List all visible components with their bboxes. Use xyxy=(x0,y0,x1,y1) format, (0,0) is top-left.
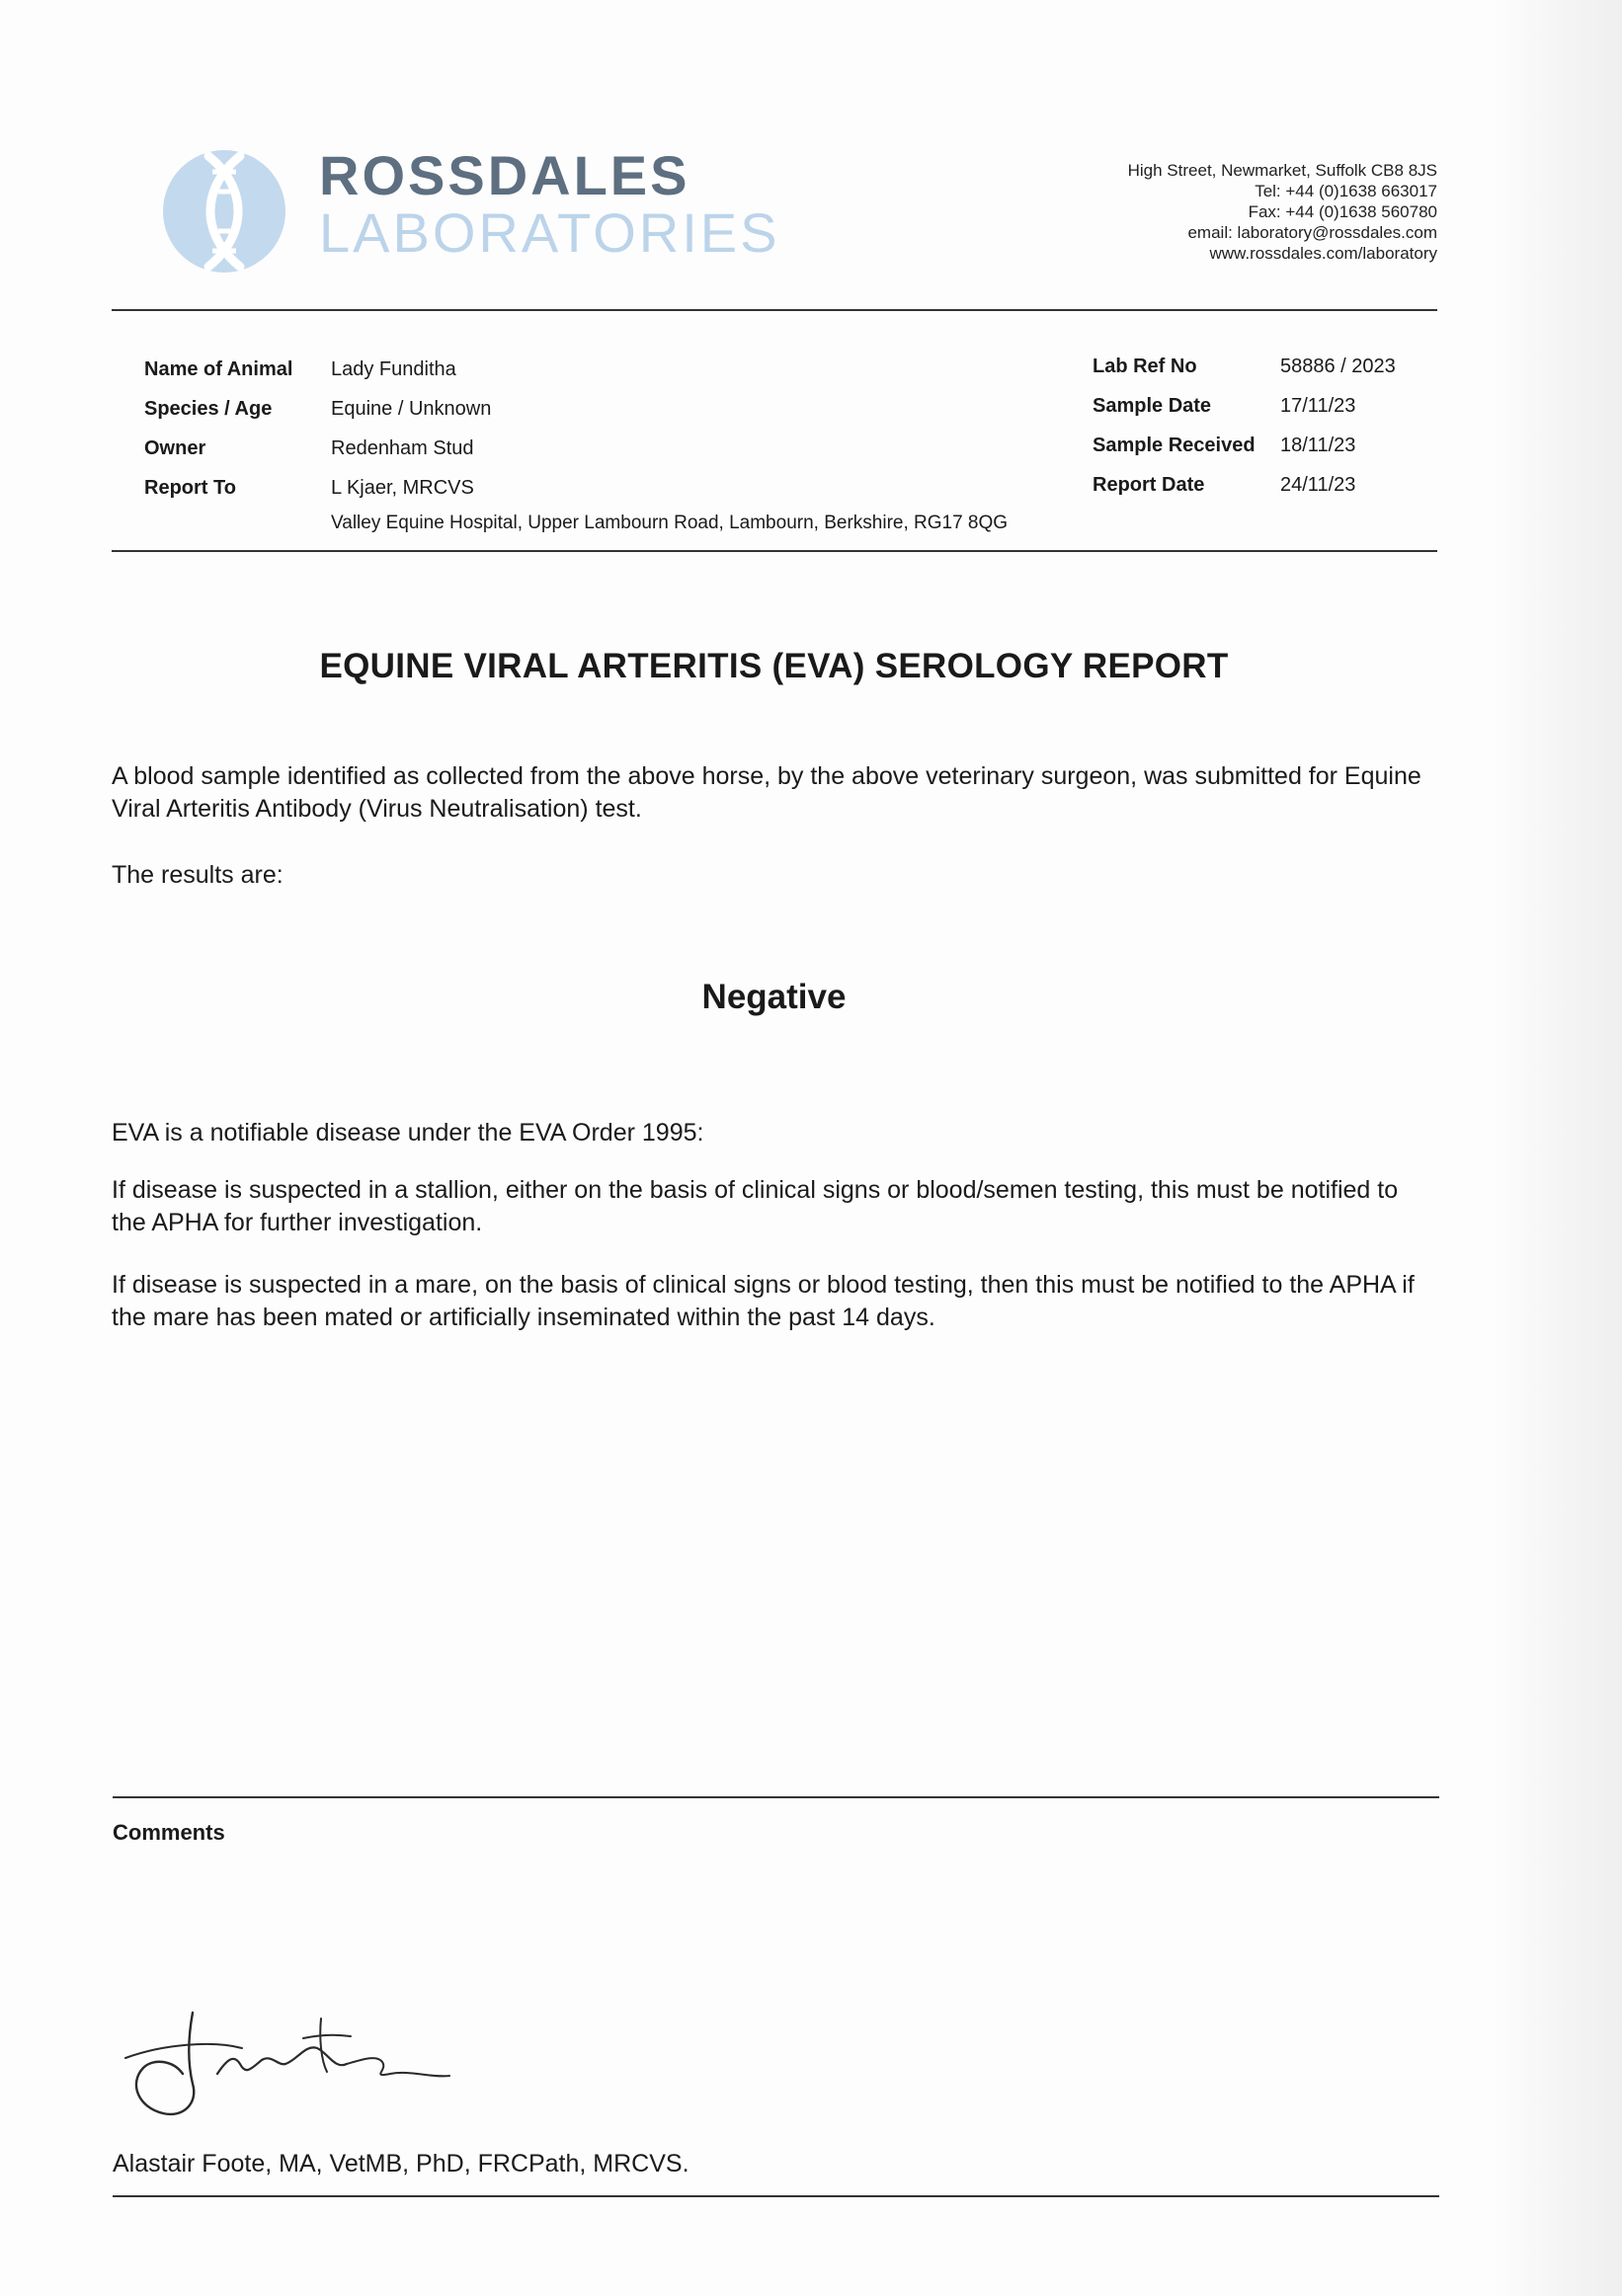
value-sample-received: 18/11/23 xyxy=(1280,435,1356,456)
brand-name-line2: LABORATORIES xyxy=(319,201,780,264)
value-name-of-animal: Lady Funditha xyxy=(331,358,456,380)
label-name-of-animal: Name of Animal xyxy=(144,358,293,380)
handwritten-signature xyxy=(123,2005,459,2123)
lab-logo xyxy=(161,144,793,277)
comments-label: Comments xyxy=(113,1820,225,1845)
address-fax: Fax: +44 (0)1638 560780 xyxy=(1248,202,1437,221)
intro-paragraph: A blood sample identified as collected from the above horse, by the above veterinary surgeon, was submitted for Equine Viral Arteritis Antibody (Virus Neutralisation) test. xyxy=(112,762,1421,823)
note-mare: If disease is suspected in a mare, on the basis of clinical signs or blood testing, then this must be notified to the APHA if the mare has been mated or artificially inseminated within the past 14 days. xyxy=(112,1271,1415,1331)
label-sample-received: Sample Received xyxy=(1093,435,1256,456)
address-website[interactable]: www.rossdales.com/laboratory xyxy=(1209,244,1437,263)
label-report-to: Report To xyxy=(144,477,236,499)
label-lab-ref-no: Lab Ref No xyxy=(1093,356,1197,377)
comments-divider xyxy=(113,1796,1439,1798)
value-species-age: Equine / Unknown xyxy=(331,398,492,420)
results-intro: The results are: xyxy=(112,861,284,889)
label-owner: Owner xyxy=(144,437,206,459)
value-sample-date: 17/11/23 xyxy=(1280,395,1356,417)
label-sample-date: Sample Date xyxy=(1093,395,1212,417)
address-street: High Street, Newmarket, Suffolk CB8 8JS xyxy=(1127,161,1437,180)
signatory-name: Alastair Foote, MA, VetMB, PhD, FRCPath, MRCVS. xyxy=(113,2150,689,2177)
label-report-date: Report Date xyxy=(1093,474,1205,496)
footer-divider xyxy=(113,2195,1439,2197)
dna-helix-logo-icon xyxy=(161,148,287,275)
note-notifiable: EVA is a notifiable disease under the EVA Order 1995: xyxy=(112,1119,704,1147)
details-divider xyxy=(112,550,1437,552)
address-email[interactable]: email: laboratory@rossdales.com xyxy=(1187,223,1437,242)
value-owner: Redenham Stud xyxy=(331,437,474,459)
page-edge-shadow xyxy=(1492,0,1622,2296)
brand-name-line1: ROSSDALES xyxy=(319,144,690,206)
report-title: EQUINE VIRAL ARTERITIS (EVA) SEROLOGY REPORT xyxy=(319,647,1229,685)
header-divider xyxy=(112,309,1437,311)
lab-address-block xyxy=(1128,160,1437,264)
note-stallion: If disease is suspected in a stallion, either on the basis of clinical signs or blood/semen testing, this must be notified to the APHA for further investigation. xyxy=(112,1176,1399,1236)
address-tel: Tel: +44 (0)1638 663017 xyxy=(1255,182,1437,200)
test-result: Negative xyxy=(701,978,847,1016)
value-report-date: 24/11/23 xyxy=(1280,474,1356,496)
value-lab-ref-no: 58886 / 2023 xyxy=(1280,356,1396,377)
value-report-to-address: Valley Equine Hospital, Upper Lambourn Road, Lambourn, Berkshire, RG17 8QG xyxy=(331,513,1009,533)
value-report-to: L Kjaer, MRCVS xyxy=(331,477,474,499)
label-species-age: Species / Age xyxy=(144,398,273,420)
